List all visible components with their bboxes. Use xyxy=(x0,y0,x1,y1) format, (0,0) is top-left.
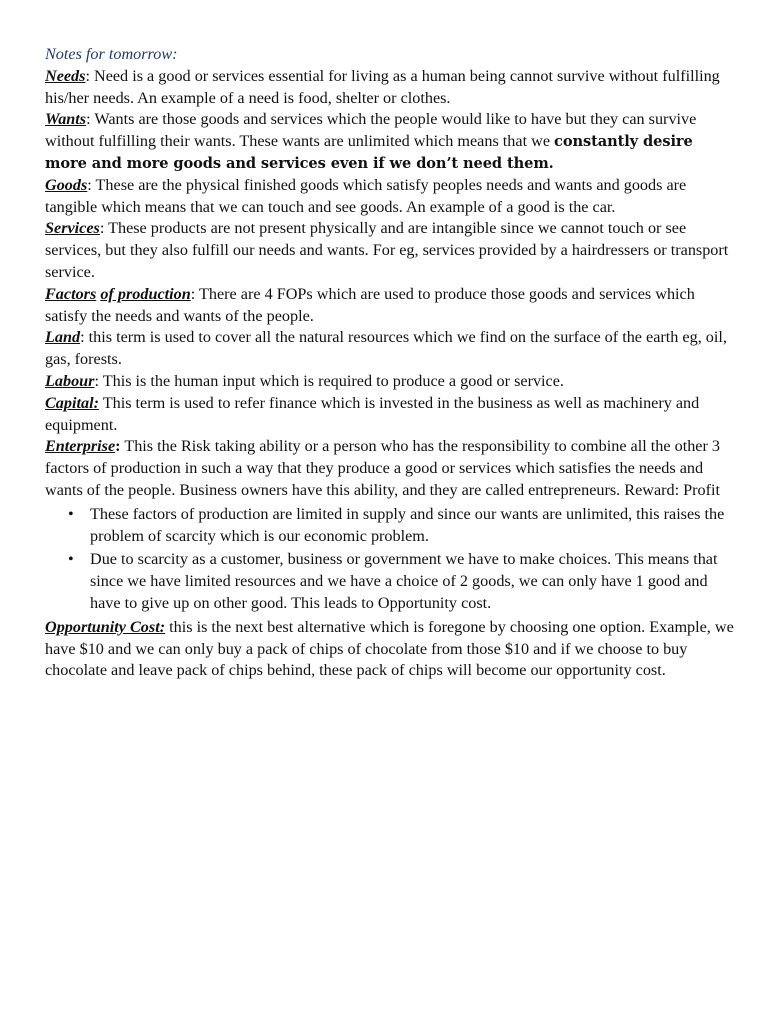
scarcity-bullet-list xyxy=(45,504,735,615)
capital-term: Capital: xyxy=(45,393,99,412)
goods-term: Goods xyxy=(45,175,88,194)
of-production-term: of production xyxy=(100,284,191,303)
enterprise-term: Enterprise xyxy=(45,437,116,456)
needs-definition: : Need is a good or services essential for living as a human being cannot survive without fulfilling his/her needs. An example of a need is food, shelter or clothes. xyxy=(45,66,720,107)
enterprise-colon: : xyxy=(115,437,121,456)
land-term: Land xyxy=(45,328,81,347)
enterprise-paragraph xyxy=(45,436,735,501)
labour-term: Labour xyxy=(45,371,95,390)
opportunity-cost-definition: this is the next best alternative which is foregone by choosing one option. Example, we have $10 and we can only buy a pack of chips of chocolate from those $10 and if we choose to buy chocolate and leave pack of chips behind, these pack of chips will become our opportunity cost. xyxy=(45,617,734,680)
labour-paragraph xyxy=(45,371,735,393)
services-paragraph xyxy=(45,218,735,283)
notes-heading: Notes for tomorrow: xyxy=(45,45,178,63)
goods-paragraph xyxy=(45,175,735,219)
needs-term: Needs xyxy=(45,66,86,85)
land-definition: : this term is used to cover all the natural resources which we find on the surface of the earth eg, oil, gas, forests. xyxy=(45,328,727,369)
factors-term: Factors xyxy=(45,284,97,303)
bullet-text: Due to scarcity as a customer, business or government we have to make choices. This means that since we have limited resources and we have a choice of 2 goods, we can only have 1 good and have to give up on other good. This leads to Opportunity cost. xyxy=(90,550,718,612)
bullet-icon: • xyxy=(68,504,74,523)
needs-paragraph xyxy=(45,66,735,110)
land-paragraph xyxy=(45,327,735,371)
labour-definition: : This is the human input which is required to produce a good or service. xyxy=(94,371,564,390)
factors-paragraph xyxy=(45,284,735,328)
goods-definition: : These are the physical finished goods which satisfy peoples needs and wants and goods are tangible which means that we can touch and see goods. An example of a good is the car. xyxy=(45,175,687,216)
factors-definition: : There are 4 FOPs which are used to produce those goods and services which satisfy the needs and wants of the people. xyxy=(45,284,695,325)
services-definition: : These products are not present physically and are intangible since we cannot touch or see services, but they also fulfill our needs and wants. For eg, services provided by a hairdressers or transport service. xyxy=(45,219,729,281)
wants-term: Wants xyxy=(45,110,87,129)
bullet-text: These factors of production are limited in supply and since our wants are unlimited, this raises the problem of scarcity which is our economic problem. xyxy=(90,504,725,545)
services-term: Services xyxy=(45,219,100,238)
enterprise-definition: This the Risk taking ability or a person who has the responsibility to combine all the other 3 factors of production in such a way that they produce a good or services which satisfies the needs and wants of the people. Business owners have this ability, and they are called entrepreneurs. Reward: Profit xyxy=(45,437,721,499)
list-item xyxy=(68,549,735,614)
wants-emphasis: constantly desire more and more goods and services even if we don’t need them. xyxy=(45,133,693,172)
capital-paragraph xyxy=(45,393,735,437)
opportunity-cost-term: Opportunity Cost: xyxy=(45,617,166,636)
notes-document xyxy=(45,44,735,682)
capital-definition: This term is used to refer finance which is invested in the business as well as machinery and equipment. xyxy=(45,393,700,434)
wants-paragraph xyxy=(45,109,735,174)
opportunity-cost-paragraph xyxy=(45,617,735,682)
wants-definition: : Wants are those goods and services which the people would like to have but they can survive without fulfilling their wants. These wants are unlimited which means that we xyxy=(45,110,697,151)
bullet-icon: • xyxy=(68,550,74,569)
list-item xyxy=(68,504,735,548)
